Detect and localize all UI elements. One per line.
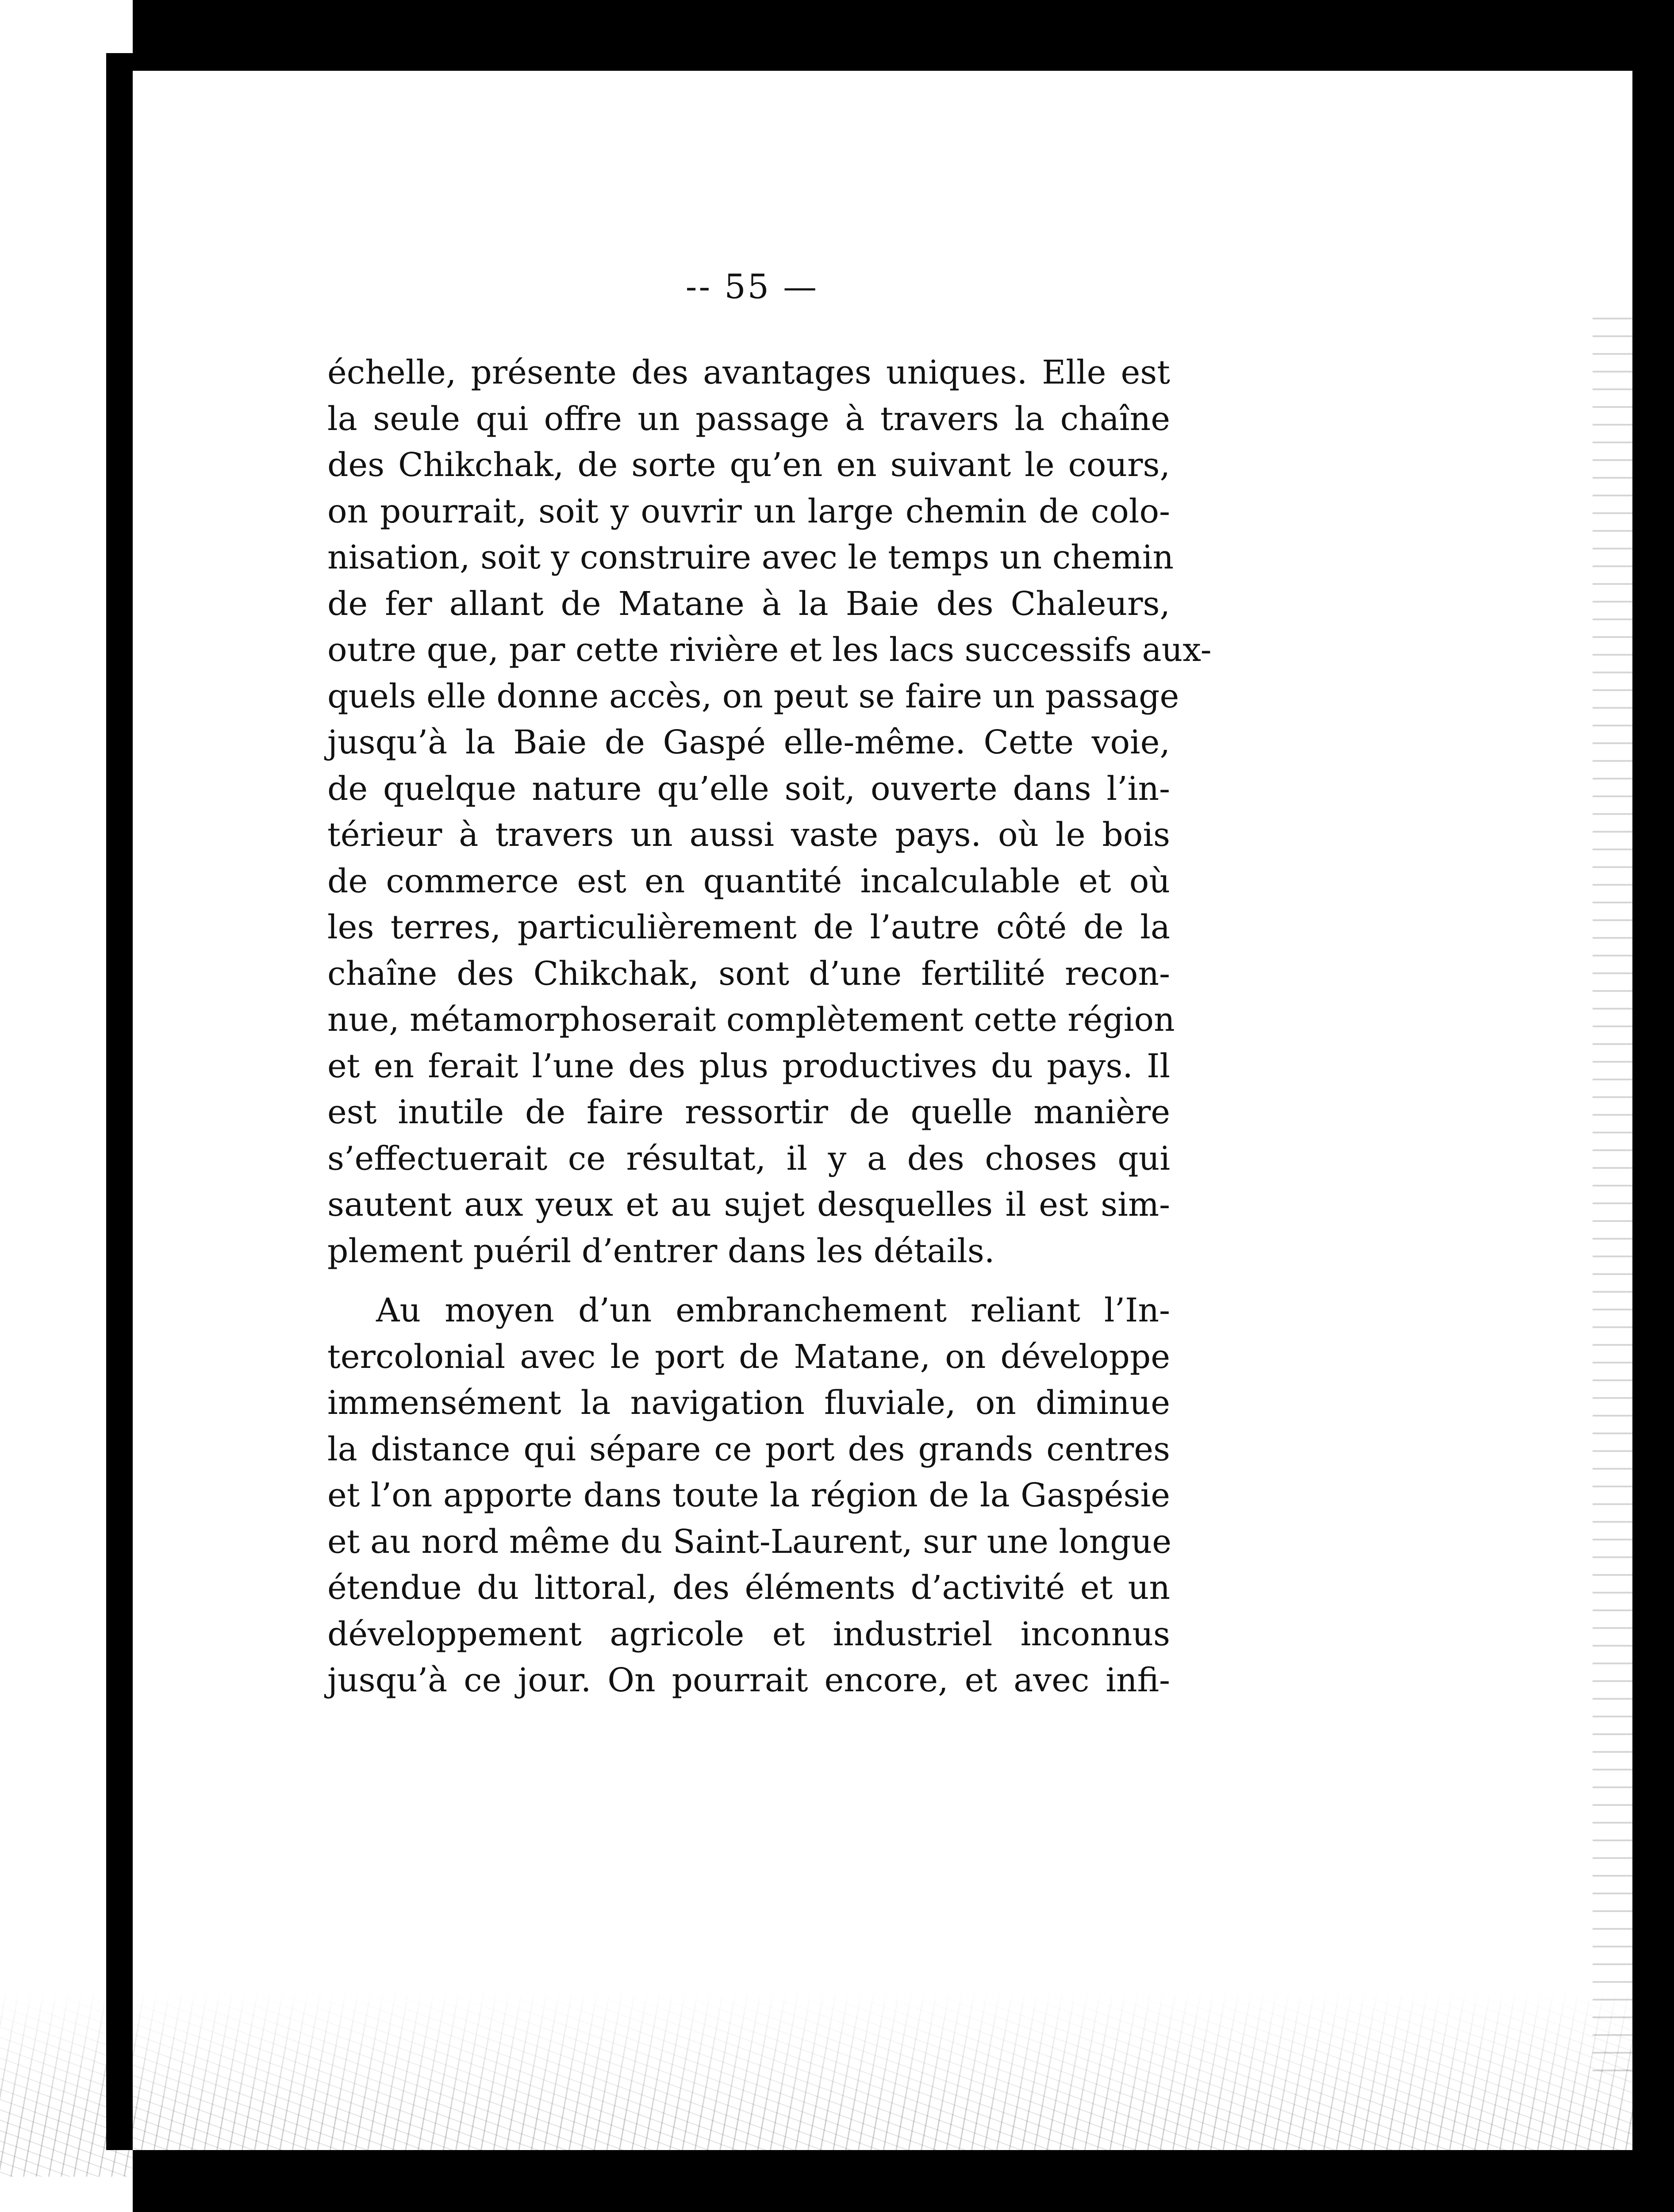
- right-edge-shadow: [1593, 310, 1632, 2079]
- paragraph-2: [327, 1287, 1170, 1704]
- text-line: développement agricole et industriel inconnus: [327, 1615, 1170, 1653]
- text-line: et l’on apporte dans toute la région de la Gaspésie: [327, 1476, 1170, 1514]
- text-line: s’effectuerait ce résultat, il y a des choses qui: [327, 1139, 1170, 1178]
- text-line: de quelque nature qu’elle soit, ouverte dans l’in-: [327, 769, 1170, 808]
- text-line: la distance qui sépare ce port des grands centres: [327, 1430, 1170, 1468]
- body-text: [327, 349, 1212, 1704]
- text-line: nisation, soit y construire avec le temps un chemin: [327, 538, 1174, 576]
- text-line: la seule qui offre un passage à travers la chaîne: [327, 399, 1170, 438]
- text-line: outre que, par cette rivière et les lacs successifs aux-: [327, 631, 1212, 669]
- bottom-edge-shadow: [133, 2150, 1646, 2177]
- text-line: Au moyen d’un embranchement reliant l’In-: [376, 1291, 1170, 1329]
- text-line: quels elle donne accès, on peut se faire un passage: [327, 677, 1179, 715]
- text-line: on pourrait, soit y ouvrir un large chemin de colo-: [327, 492, 1170, 530]
- text-line: de commerce est en quantité incalculable et où: [327, 862, 1170, 900]
- text-line: chaîne des Chikchak, sont d’une fertilité recon-: [327, 954, 1170, 993]
- bottom-scan-noise: [0, 1991, 1674, 2177]
- text-line: des Chikchak, de sorte qu’en en suivant le cours,: [327, 446, 1170, 484]
- text-line: jusqu’à la Baie de Gaspé elle-même. Cette voie,: [327, 723, 1170, 761]
- text-line: tercolonial avec le port de Matane, on développe: [327, 1337, 1170, 1376]
- text-line: sautent aux yeux et au sujet desquelles il est sim-: [327, 1186, 1170, 1224]
- text-line: et au nord même du Saint-Laurent, sur une longue: [327, 1522, 1172, 1561]
- text-line: térieur à travers un aussi vaste pays. où le bois: [327, 816, 1170, 854]
- text-line: jusqu’à ce jour. On pourrait encore, et avec infi-: [327, 1661, 1170, 1699]
- text-line: étendue du littoral, des éléments d’activité et un: [327, 1569, 1170, 1607]
- paragraph-gap: [327, 1274, 1170, 1287]
- text-line: et en ferait l’une des plus productives du pays. Il: [327, 1047, 1170, 1085]
- text-line: est inutile de faire ressortir de quelle manière: [327, 1093, 1170, 1131]
- text-line: échelle, présente des avantages uniques. Elle est: [327, 353, 1170, 392]
- text-line: immensément la navigation fluviale, on diminue: [327, 1384, 1170, 1422]
- top-edge-shadow: [106, 53, 1646, 71]
- paragraph-1: [327, 349, 1212, 1274]
- text-line: les terres, particulièrement de l’autre côté de la: [327, 908, 1170, 946]
- text-line: nue, métamorphoserait complètement cette région: [327, 1001, 1175, 1039]
- left-edge-shadow: [106, 66, 133, 2150]
- text-line: plement puéril d’entrer dans les détails.: [327, 1232, 995, 1270]
- text-line: de fer allant de Matane à la Baie des Chaleurs,: [327, 584, 1170, 623]
- page-number: -- 55 —: [685, 267, 819, 306]
